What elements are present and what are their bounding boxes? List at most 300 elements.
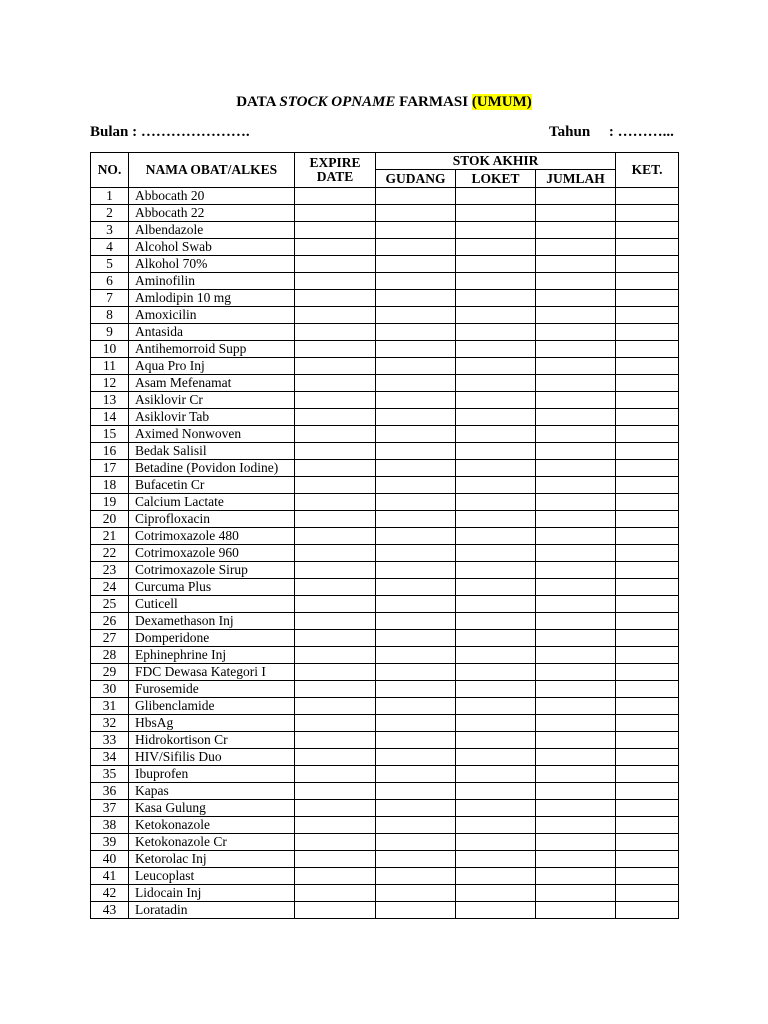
row-number: 38 <box>91 817 129 834</box>
row-item-name: Glibenclamide <box>129 698 295 715</box>
cell-gudang <box>376 290 456 307</box>
cell-gudang <box>376 749 456 766</box>
cell-expire-date <box>295 545 376 562</box>
row-item-name: Leucoplast <box>129 868 295 885</box>
cell-gudang <box>376 596 456 613</box>
cell-ket <box>616 732 679 749</box>
cell-gudang <box>376 324 456 341</box>
cell-loket <box>456 528 536 545</box>
cell-ket <box>616 256 679 273</box>
row-number: 12 <box>91 375 129 392</box>
cell-expire-date <box>295 392 376 409</box>
cell-loket <box>456 443 536 460</box>
header-gudang: GUDANG <box>376 170 456 188</box>
cell-expire-date <box>295 307 376 324</box>
row-number: 34 <box>91 749 129 766</box>
cell-gudang <box>376 783 456 800</box>
cell-jumlah <box>536 885 616 902</box>
row-item-name: Amlodipin 10 mg <box>129 290 295 307</box>
cell-gudang <box>376 375 456 392</box>
cell-expire-date <box>295 630 376 647</box>
cell-expire-date <box>295 715 376 732</box>
cell-jumlah <box>536 443 616 460</box>
cell-expire-date <box>295 647 376 664</box>
cell-gudang <box>376 817 456 834</box>
cell-jumlah <box>536 205 616 222</box>
cell-jumlah <box>536 732 616 749</box>
cell-ket <box>616 426 679 443</box>
cell-gudang <box>376 851 456 868</box>
row-item-name: Bedak Salisil <box>129 443 295 460</box>
cell-loket <box>456 307 536 324</box>
table-row <box>91 307 679 324</box>
table-row <box>91 273 679 290</box>
row-item-name: Alcohol Swab <box>129 239 295 256</box>
cell-loket <box>456 715 536 732</box>
cell-jumlah <box>536 222 616 239</box>
cell-loket <box>456 698 536 715</box>
table-row <box>91 749 679 766</box>
table-row <box>91 511 679 528</box>
cell-jumlah <box>536 783 616 800</box>
cell-expire-date <box>295 698 376 715</box>
table-row <box>91 256 679 273</box>
cell-jumlah <box>536 375 616 392</box>
tahun-field: Tahun : ………... <box>549 124 674 140</box>
cell-loket <box>456 426 536 443</box>
row-item-name: Betadine (Povidon Iodine) <box>129 460 295 477</box>
table-row <box>91 324 679 341</box>
cell-gudang <box>376 834 456 851</box>
cell-ket <box>616 494 679 511</box>
table-row <box>91 681 679 698</box>
cell-loket <box>456 647 536 664</box>
cell-jumlah <box>536 290 616 307</box>
cell-jumlah <box>536 273 616 290</box>
cell-jumlah <box>536 562 616 579</box>
row-number: 7 <box>91 290 129 307</box>
cell-gudang <box>376 239 456 256</box>
cell-ket <box>616 834 679 851</box>
table-header <box>91 153 679 188</box>
table-row <box>91 460 679 477</box>
table-row <box>91 477 679 494</box>
cell-ket <box>616 579 679 596</box>
row-item-name: Asam Mefenamat <box>129 375 295 392</box>
row-number: 30 <box>91 681 129 698</box>
row-number: 1 <box>91 188 129 205</box>
table-row <box>91 783 679 800</box>
cell-loket <box>456 783 536 800</box>
cell-ket <box>616 409 679 426</box>
row-number: 11 <box>91 358 129 375</box>
row-number: 29 <box>91 664 129 681</box>
cell-ket <box>616 205 679 222</box>
row-item-name: Albendazole <box>129 222 295 239</box>
cell-ket <box>616 698 679 715</box>
row-number: 24 <box>91 579 129 596</box>
table-row <box>91 715 679 732</box>
cell-expire-date <box>295 358 376 375</box>
row-number: 32 <box>91 715 129 732</box>
row-item-name: Domperidone <box>129 630 295 647</box>
row-number: 31 <box>91 698 129 715</box>
cell-loket <box>456 358 536 375</box>
cell-expire-date <box>295 902 376 919</box>
row-item-name: Ephinephrine Inj <box>129 647 295 664</box>
cell-jumlah <box>536 613 616 630</box>
cell-loket <box>456 545 536 562</box>
cell-jumlah <box>536 868 616 885</box>
row-item-name: Ciprofloxacin <box>129 511 295 528</box>
bulan-field: Bulan : …………………. <box>90 124 250 140</box>
title-text-2: FARMASI <box>395 94 472 110</box>
cell-jumlah <box>536 545 616 562</box>
table-row <box>91 851 679 868</box>
cell-ket <box>616 630 679 647</box>
cell-ket <box>616 562 679 579</box>
cell-loket <box>456 800 536 817</box>
row-number: 35 <box>91 766 129 783</box>
row-number: 37 <box>91 800 129 817</box>
cell-loket <box>456 205 536 222</box>
row-number: 21 <box>91 528 129 545</box>
cell-expire-date <box>295 766 376 783</box>
cell-ket <box>616 375 679 392</box>
cell-ket <box>616 851 679 868</box>
table-row <box>91 596 679 613</box>
row-number: 26 <box>91 613 129 630</box>
row-item-name: Cuticell <box>129 596 295 613</box>
row-item-name: Kasa Gulung <box>129 800 295 817</box>
row-item-name: FDC Dewasa Kategori I <box>129 664 295 681</box>
cell-loket <box>456 732 536 749</box>
table-row <box>91 885 679 902</box>
cell-loket <box>456 375 536 392</box>
cell-loket <box>456 562 536 579</box>
row-number: 39 <box>91 834 129 851</box>
cell-expire-date <box>295 596 376 613</box>
cell-expire-date <box>295 511 376 528</box>
cell-jumlah <box>536 256 616 273</box>
cell-gudang <box>376 800 456 817</box>
cell-jumlah <box>536 494 616 511</box>
table-row <box>91 392 679 409</box>
table-row <box>91 426 679 443</box>
row-item-name: Ibuprofen <box>129 766 295 783</box>
cell-ket <box>616 239 679 256</box>
cell-loket <box>456 834 536 851</box>
cell-ket <box>616 868 679 885</box>
cell-loket <box>456 511 536 528</box>
row-item-name: Ketorolac Inj <box>129 851 295 868</box>
cell-gudang <box>376 545 456 562</box>
cell-ket <box>616 749 679 766</box>
cell-gudang <box>376 273 456 290</box>
row-number: 15 <box>91 426 129 443</box>
title-highlight: (UMUM) <box>471 94 532 110</box>
row-item-name: Cotrimoxazole Sirup <box>129 562 295 579</box>
cell-jumlah <box>536 664 616 681</box>
cell-ket <box>616 885 679 902</box>
table-row <box>91 766 679 783</box>
cell-jumlah <box>536 800 616 817</box>
cell-loket <box>456 494 536 511</box>
row-item-name: Hidrokortison Cr <box>129 732 295 749</box>
row-number: 16 <box>91 443 129 460</box>
table-row <box>91 528 679 545</box>
cell-expire-date <box>295 885 376 902</box>
row-number: 13 <box>91 392 129 409</box>
row-number: 6 <box>91 273 129 290</box>
cell-gudang <box>376 647 456 664</box>
cell-gudang <box>376 732 456 749</box>
cell-gudang <box>376 477 456 494</box>
header-name: NAMA OBAT/ALKES <box>129 153 295 188</box>
cell-loket <box>456 817 536 834</box>
cell-expire-date <box>295 800 376 817</box>
cell-loket <box>456 664 536 681</box>
cell-ket <box>616 800 679 817</box>
table-row <box>91 239 679 256</box>
cell-jumlah <box>536 596 616 613</box>
cell-loket <box>456 324 536 341</box>
row-number: 23 <box>91 562 129 579</box>
cell-expire-date <box>295 613 376 630</box>
cell-gudang <box>376 256 456 273</box>
cell-ket <box>616 647 679 664</box>
table-row <box>91 647 679 664</box>
cell-ket <box>616 341 679 358</box>
row-item-name: Cotrimoxazole 960 <box>129 545 295 562</box>
table-row <box>91 902 679 919</box>
row-number: 41 <box>91 868 129 885</box>
cell-loket <box>456 766 536 783</box>
cell-expire-date <box>295 341 376 358</box>
cell-jumlah <box>536 902 616 919</box>
cell-gudang <box>376 664 456 681</box>
cell-ket <box>616 766 679 783</box>
cell-ket <box>616 460 679 477</box>
row-number: 28 <box>91 647 129 664</box>
row-item-name: HIV/Sifilis Duo <box>129 749 295 766</box>
table-row <box>91 732 679 749</box>
cell-loket <box>456 477 536 494</box>
cell-gudang <box>376 392 456 409</box>
cell-jumlah <box>536 358 616 375</box>
cell-expire-date <box>295 868 376 885</box>
cell-loket <box>456 851 536 868</box>
cell-jumlah <box>536 528 616 545</box>
cell-loket <box>456 902 536 919</box>
table-row <box>91 545 679 562</box>
cell-expire-date <box>295 443 376 460</box>
cell-loket <box>456 222 536 239</box>
cell-gudang <box>376 460 456 477</box>
table-body <box>91 188 679 919</box>
cell-jumlah <box>536 579 616 596</box>
cell-gudang <box>376 409 456 426</box>
cell-loket <box>456 596 536 613</box>
cell-ket <box>616 902 679 919</box>
cell-ket <box>616 511 679 528</box>
row-number: 22 <box>91 545 129 562</box>
cell-ket <box>616 392 679 409</box>
cell-gudang <box>376 613 456 630</box>
header-no: NO. <box>91 153 129 188</box>
cell-expire-date <box>295 273 376 290</box>
row-number: 2 <box>91 205 129 222</box>
cell-expire-date <box>295 324 376 341</box>
row-item-name: Calcium Lactate <box>129 494 295 511</box>
cell-expire-date <box>295 409 376 426</box>
cell-loket <box>456 341 536 358</box>
cell-gudang <box>376 205 456 222</box>
cell-expire-date <box>295 290 376 307</box>
cell-ket <box>616 290 679 307</box>
cell-gudang <box>376 766 456 783</box>
cell-jumlah <box>536 341 616 358</box>
table-row <box>91 188 679 205</box>
header-stok-akhir: STOK AKHIR <box>376 153 616 170</box>
row-number: 3 <box>91 222 129 239</box>
header-loket: LOKET <box>456 170 536 188</box>
cell-jumlah <box>536 188 616 205</box>
cell-gudang <box>376 443 456 460</box>
cell-loket <box>456 749 536 766</box>
cell-gudang <box>376 358 456 375</box>
cell-loket <box>456 239 536 256</box>
cell-jumlah <box>536 698 616 715</box>
row-number: 9 <box>91 324 129 341</box>
row-item-name: Dexamethason Inj <box>129 613 295 630</box>
cell-loket <box>456 409 536 426</box>
cell-expire-date <box>295 460 376 477</box>
row-number: 10 <box>91 341 129 358</box>
cell-expire-date <box>295 188 376 205</box>
row-number: 8 <box>91 307 129 324</box>
cell-expire-date <box>295 783 376 800</box>
cell-jumlah <box>536 324 616 341</box>
cell-ket <box>616 664 679 681</box>
cell-jumlah <box>536 851 616 868</box>
header-jumlah: JUMLAH <box>536 170 616 188</box>
row-item-name: Antihemorroid Supp <box>129 341 295 358</box>
cell-loket <box>456 885 536 902</box>
cell-expire-date <box>295 664 376 681</box>
cell-loket <box>456 630 536 647</box>
cell-expire-date <box>295 239 376 256</box>
cell-jumlah <box>536 307 616 324</box>
row-item-name: Bufacetin Cr <box>129 477 295 494</box>
cell-expire-date <box>295 562 376 579</box>
row-item-name: Ketokonazole <box>129 817 295 834</box>
row-number: 5 <box>91 256 129 273</box>
cell-ket <box>616 358 679 375</box>
cell-ket <box>616 324 679 341</box>
cell-expire-date <box>295 205 376 222</box>
row-item-name: Aminofilin <box>129 273 295 290</box>
cell-jumlah <box>536 749 616 766</box>
table-row <box>91 664 679 681</box>
title-text: DATA <box>236 94 280 110</box>
cell-gudang <box>376 698 456 715</box>
row-item-name: Furosemide <box>129 681 295 698</box>
row-item-name: Abbocath 20 <box>129 188 295 205</box>
cell-expire-date <box>295 494 376 511</box>
cell-ket <box>616 596 679 613</box>
row-item-name: Asiklovir Cr <box>129 392 295 409</box>
cell-ket <box>616 222 679 239</box>
row-item-name: Cotrimoxazole 480 <box>129 528 295 545</box>
table-row <box>91 868 679 885</box>
row-item-name: Lidocain Inj <box>129 885 295 902</box>
cell-gudang <box>376 681 456 698</box>
table-row <box>91 222 679 239</box>
row-number: 4 <box>91 239 129 256</box>
cell-loket <box>456 460 536 477</box>
table-row <box>91 562 679 579</box>
cell-expire-date <box>295 579 376 596</box>
table-row <box>91 409 679 426</box>
row-item-name: Loratadin <box>129 902 295 919</box>
table-row <box>91 800 679 817</box>
row-item-name: Asiklovir Tab <box>129 409 295 426</box>
table-row <box>91 630 679 647</box>
cell-expire-date <box>295 749 376 766</box>
table-row <box>91 613 679 630</box>
document-title <box>0 92 768 112</box>
cell-ket <box>616 613 679 630</box>
cell-jumlah <box>536 630 616 647</box>
row-number: 20 <box>91 511 129 528</box>
cell-loket <box>456 681 536 698</box>
cell-ket <box>616 307 679 324</box>
cell-jumlah <box>536 392 616 409</box>
cell-ket <box>616 715 679 732</box>
cell-expire-date <box>295 477 376 494</box>
row-item-name: Antasida <box>129 324 295 341</box>
row-item-name: Aximed Nonwoven <box>129 426 295 443</box>
row-number: 25 <box>91 596 129 613</box>
cell-ket <box>616 681 679 698</box>
cell-jumlah <box>536 409 616 426</box>
table-row <box>91 290 679 307</box>
row-item-name: Curcuma Plus <box>129 579 295 596</box>
row-item-name: Aqua Pro Inj <box>129 358 295 375</box>
cell-expire-date <box>295 222 376 239</box>
cell-expire-date <box>295 256 376 273</box>
cell-gudang <box>376 188 456 205</box>
cell-jumlah <box>536 239 616 256</box>
cell-gudang <box>376 868 456 885</box>
cell-ket <box>616 188 679 205</box>
cell-expire-date <box>295 732 376 749</box>
cell-loket <box>456 613 536 630</box>
cell-jumlah <box>536 426 616 443</box>
cell-gudang <box>376 579 456 596</box>
cell-jumlah <box>536 681 616 698</box>
cell-gudang <box>376 885 456 902</box>
table-row <box>91 205 679 222</box>
row-item-name: Ketokonazole Cr <box>129 834 295 851</box>
header-expire-date: EXPIRE DATE <box>295 153 376 188</box>
row-number: 40 <box>91 851 129 868</box>
row-number: 18 <box>91 477 129 494</box>
cell-expire-date <box>295 528 376 545</box>
table-row <box>91 375 679 392</box>
row-item-name: Alkohol 70% <box>129 256 295 273</box>
